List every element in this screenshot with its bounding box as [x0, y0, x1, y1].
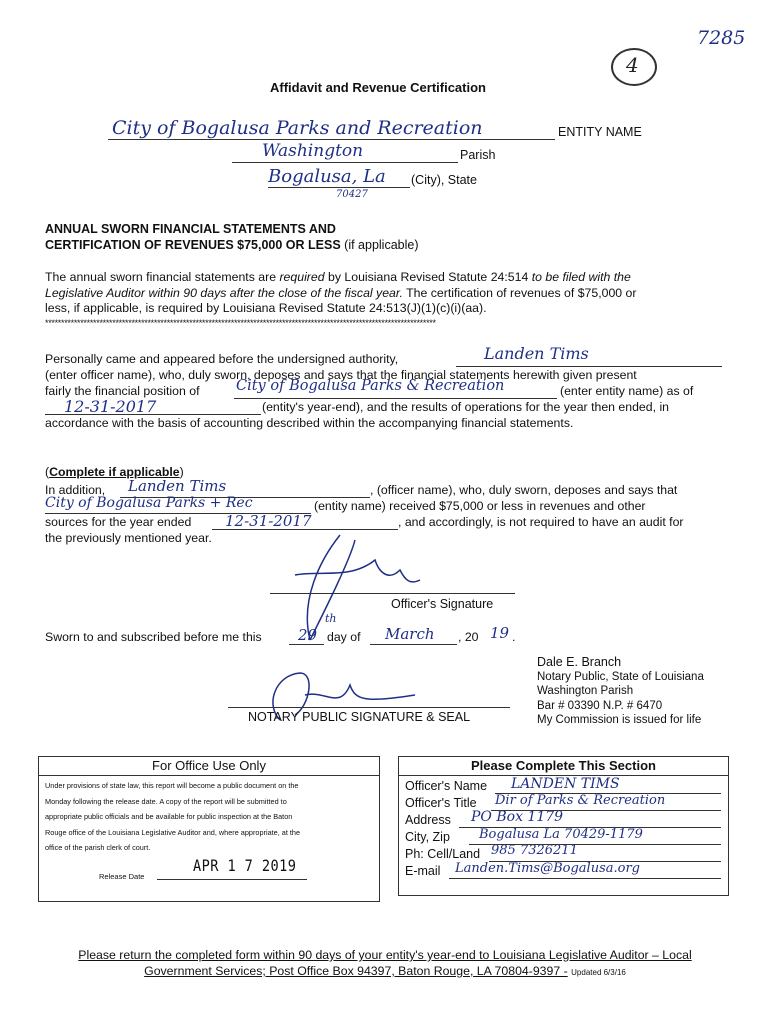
- office-use-title: For Office Use Only: [39, 757, 379, 776]
- sworn-before-text-a: Sworn to and subscribed before me this: [45, 630, 262, 644]
- intro-l1b: required: [279, 270, 325, 284]
- intro-l2b: The certification of revenues of $75,000 or: [402, 285, 637, 300]
- city-line: [268, 187, 410, 188]
- address-label: Address: [405, 813, 451, 827]
- circled-page-number: [611, 48, 657, 86]
- address-line: [459, 827, 721, 828]
- office-use-text-2: Monday following the release date. A copy of the report will be submitted to: [45, 796, 287, 806]
- entity-name-label: ENTITY NAME: [558, 125, 642, 139]
- sworn-line-3b: (enter entity name) as of: [560, 384, 694, 398]
- officer-signature-label: Officer's Signature: [391, 597, 494, 611]
- intro-line-2: [45, 286, 735, 302]
- sworn-date-handwritten: 12-31-2017: [64, 397, 157, 416]
- entity-name-line: [108, 139, 555, 140]
- officer-name-line: [495, 793, 721, 794]
- notary-stamp-line-5: My Commission is issued for life: [537, 714, 702, 726]
- complete-section-box: [398, 756, 729, 896]
- corner-ref-number: 7285: [697, 27, 746, 49]
- officer-signature-line: [270, 593, 515, 594]
- officer-name-value: LANDEN TIMS: [511, 776, 620, 792]
- parish-line: [232, 162, 458, 163]
- zip-handwritten: 70427: [336, 189, 368, 200]
- notary-stamp-line-2: Notary Public, State of Louisiana: [537, 670, 704, 683]
- complete-officer-handwritten: Landen Tims: [128, 477, 227, 495]
- office-use-text-3: appropriate public officials and be available for public inspection at the Baton: [45, 812, 293, 822]
- sworn-day-line: [289, 644, 324, 645]
- sworn-before-text-b: day of: [327, 630, 361, 644]
- footer-line-1: Please return the completed form within 90 days of your entity's year-end to Louisiana Legislative Auditor – Local: [78, 948, 692, 962]
- sworn-year-prefix: , 20: [458, 630, 479, 644]
- intro-line-1: [45, 270, 735, 286]
- complete-section-title: Please Complete This Section: [399, 757, 728, 776]
- city-zip-value: Bogalusa La 70429-1179: [479, 827, 643, 842]
- complete-heading-text: Complete if applicable: [49, 465, 180, 479]
- phone-label: Ph: Cell/Land: [405, 847, 481, 861]
- intro-l1d: to be filed with the: [531, 270, 631, 284]
- circled-number-text: 4: [626, 53, 639, 77]
- sworn-line-2: (enter officer name), who, duly sworn, deposes and says that the financial statements herewith given present: [45, 368, 637, 382]
- entity-name-handwritten: City of Bogalusa Parks and Recreation: [112, 117, 483, 139]
- sworn-entity-handwritten: City of Bogalusa Parks & Recreation: [236, 378, 505, 394]
- heading-line-2-bold: CERTIFICATION OF REVENUES $75,000 OR LESS: [45, 238, 341, 252]
- city-handwritten: Bogalusa, La: [268, 166, 386, 187]
- sworn-day-suffix: th: [325, 612, 337, 625]
- parish-handwritten: Washington: [262, 141, 364, 161]
- footer-line-2-wrap: [0, 963, 770, 981]
- release-date-line: [157, 879, 307, 880]
- office-use-text: [39, 776, 379, 856]
- officer-title-label: Officer's Title: [405, 796, 477, 810]
- complete-entity-handwritten: City of Bogalusa Parks + Rec: [45, 495, 253, 511]
- complete-heading: (Complete if applicable): [45, 465, 184, 479]
- sworn-line-5: accordance with the basis of accounting described within the accompanying financial statements.: [45, 416, 574, 430]
- complete-line-3a: sources for the year ended: [45, 515, 192, 529]
- complete-line-1a: In addition,: [45, 483, 106, 497]
- release-date-stamp: APR 1 7 2019: [193, 856, 297, 875]
- notary-signature-line: [228, 707, 510, 708]
- heading-suffix: (if applicable): [344, 238, 419, 252]
- phone-value: 985 7326211: [491, 843, 578, 858]
- officer-name-label: Officer's Name: [405, 779, 488, 793]
- email-line: [449, 878, 721, 879]
- city-zip-label: City, Zip: [405, 830, 450, 844]
- sworn-officer-handwritten: Landen Tims: [484, 344, 589, 363]
- intro-paragraph: [45, 270, 735, 317]
- section-heading: [45, 221, 419, 253]
- sworn-entity-line: [234, 398, 557, 399]
- complete-date-handwritten: 12-31-2017: [225, 512, 312, 530]
- form-title: Affidavit and Revenue Certification: [270, 80, 486, 95]
- complete-line-1b: , (officer name), who, duly sworn, deposes and says that: [370, 483, 678, 497]
- intro-l1a: The annual sworn financial statements are: [45, 270, 280, 284]
- sworn-line-1: Personally came and appeared before the undersigned authority,: [45, 352, 399, 366]
- footer-updated: Updated 6/3/16: [571, 968, 626, 977]
- email-value: Landen.Tims@Bogalusa.org: [455, 861, 641, 876]
- office-use-text-4: Rouge office of the Louisiana Legislative Auditor and, where appropriate, at the: [45, 827, 301, 837]
- intro-l2a: Legislative Auditor within 90 days after the close of the fiscal year.: [45, 285, 403, 300]
- city-state-label: (City), State: [411, 173, 477, 187]
- notary-stamp-name: Dale E. Branch: [537, 655, 622, 669]
- footer: [0, 947, 770, 981]
- complete-line-3b: , and accordingly, is not required to have an audit for: [398, 515, 684, 529]
- sworn-month-handwritten: March: [385, 625, 435, 643]
- city-zip-line: [469, 844, 721, 845]
- complete-line-2: (entity name) received $75,000 or less in revenues and other: [314, 499, 646, 513]
- notary-label: NOTARY PUBLIC SIGNATURE & SEAL: [248, 710, 471, 724]
- sworn-line-3a: fairly the financial position of: [45, 384, 200, 398]
- heading-line-1: ANNUAL SWORN FINANCIAL STATEMENTS AND: [45, 222, 336, 236]
- intro-line-3: less, if applicable, is required by Louisiana Revised Statute 24:513(J)(1)(c)(i)(aa).: [45, 301, 487, 315]
- intro-l1c: by Louisiana Revised Statute 24:514: [324, 270, 532, 284]
- sworn-day-handwritten: 29: [298, 626, 318, 644]
- officer-title-value: Dir of Parks & Recreation: [495, 793, 666, 808]
- footer-line-2: Government Services; Post Office Box 94397, Baton Rouge, LA 70804-9397 -: [144, 964, 568, 978]
- notary-stamp-line-3: Washington Parish: [537, 685, 634, 697]
- office-use-text-5: office of the parish clerk of court.: [45, 843, 151, 853]
- address-value: PO Box 1179: [471, 809, 564, 825]
- office-use-text-1: Under provisions of state law, this report will become a public document on the: [45, 781, 299, 790]
- sworn-line-4: (entity's year-end), and the results of operations for the year then ended, in: [262, 400, 670, 414]
- sworn-year-suffix: .: [512, 630, 516, 644]
- release-date-label: Release Date: [99, 872, 145, 881]
- heading-line-2: [45, 237, 419, 253]
- star-separator: **************************************************************************************************************************: [45, 318, 436, 328]
- notary-stamp: [537, 655, 704, 728]
- office-use-box: [38, 756, 380, 902]
- notary-stamp-line-4: Bar # 03390 N.P. # 6470: [537, 699, 663, 712]
- officer-title-line: [491, 810, 721, 811]
- email-label: E-mail: [405, 864, 441, 878]
- sworn-month-line: [370, 644, 457, 645]
- parish-label: Parish: [460, 148, 496, 162]
- complete-line-4: the previously mentioned year.: [45, 531, 212, 545]
- sworn-officer-line: [456, 366, 722, 367]
- phone-line: [489, 861, 721, 862]
- sworn-year-handwritten: 19: [490, 624, 510, 642]
